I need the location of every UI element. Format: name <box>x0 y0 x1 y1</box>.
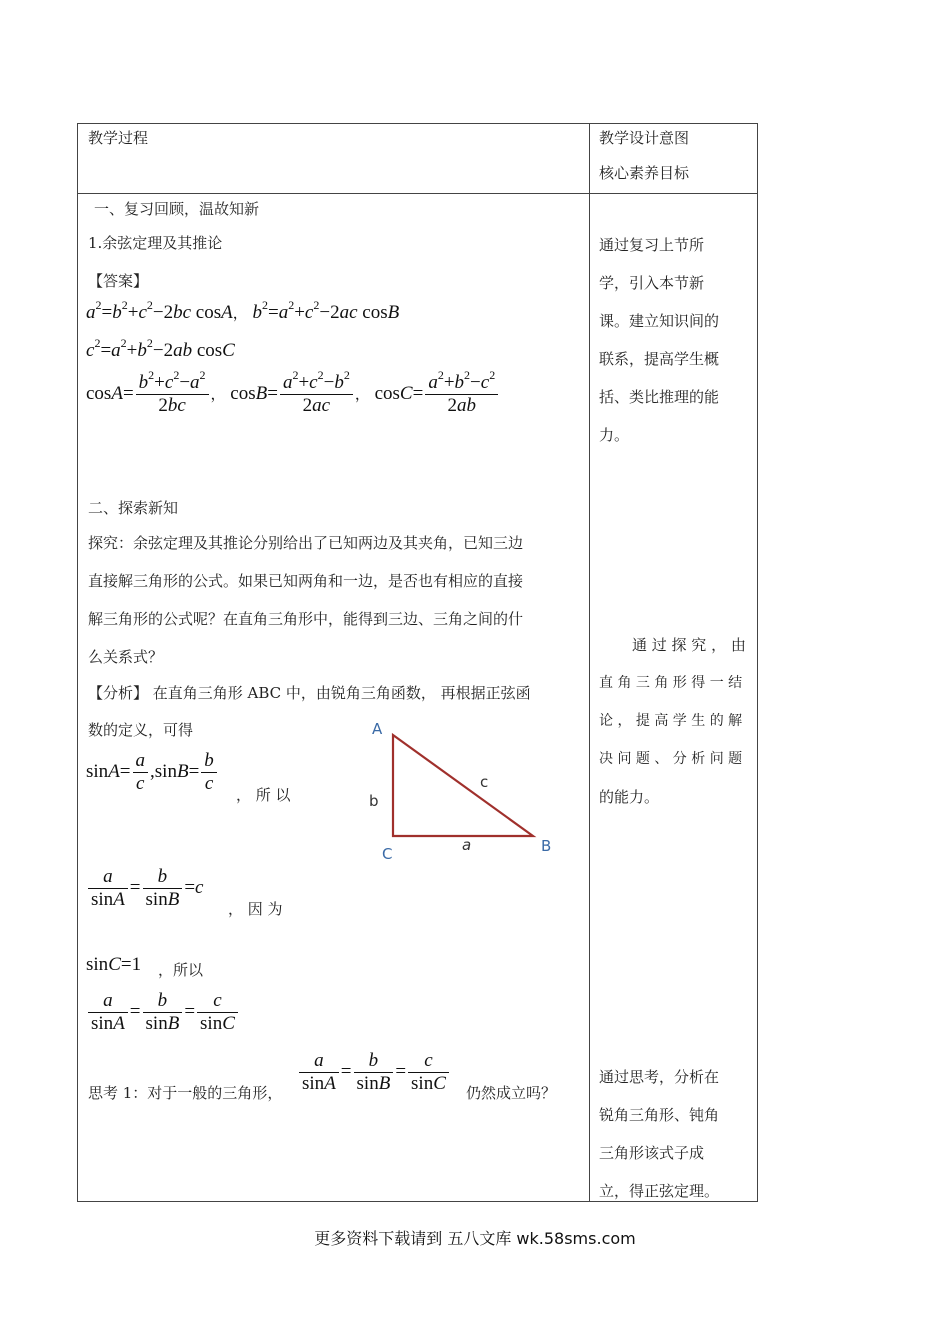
law-of-cosines-a-b: $a^2=b^2+c^2-2bc$ cosA， $b^2=a^2+c^2-2ac$ cosB <box>86 298 400 323</box>
text-yinwei-spaced: ， 因 为 <box>228 900 283 918</box>
sine-ratios-formula: sinA= $\frac{a}{c}$ ,sinB= $\frac{b}{c}$ <box>86 750 219 795</box>
note3-line-4: 立，得正弦定理。 <box>599 1182 720 1200</box>
analysis-line-2: 数的定义，可得 <box>88 721 194 739</box>
explore-line-4: 么关系式？ <box>88 648 164 666</box>
think1-suffix: 仍然成立吗？ <box>466 1084 557 1102</box>
note3-line-1: 通过思考，分析在 <box>599 1068 720 1086</box>
header-core-literacy: 核心素养目标 <box>599 164 690 182</box>
ratio-equals-c: $\frac{a}{\sin A}$ = $\frac{b}{\sin B}$ =c <box>86 866 203 911</box>
explore-line-2: 直接解三角形的公式。如果已知两角和一边，是否也有相应的直接 <box>88 572 524 590</box>
law-of-sines-right-triangle: $\frac{a}{\sin A}$ = $\frac{b}{\sin B}$ = $\frac{c}{\sin C}$ <box>86 990 240 1035</box>
cosine-corollaries: cosA= $\frac{b^2+c^2-a^2}{2bc}$ ， cosB= $\frac{a^2+c^2-b^2}{2ac}$ ， cosC= $\frac{a^2+b^2-c^2}{2ab}$ <box>86 372 500 417</box>
header-design-intent: 教学设计意图 <box>599 129 690 147</box>
vertex-b-label: B <box>541 837 552 855</box>
footer-link-text[interactable]: 更多资料下载请到 五八文库 wk.58sms.com <box>314 1229 636 1248</box>
table-left-border <box>77 123 78 1202</box>
section2-title: 二、探索新知 <box>88 499 179 517</box>
header-teaching-process: 教学过程 <box>88 129 149 147</box>
think1-prefix: 思考 1：对于一般的三角形， <box>88 1084 283 1102</box>
side-a-label: a <box>462 836 472 854</box>
triangle-shape <box>393 735 533 836</box>
text-suoyi: ，所以 <box>158 961 204 979</box>
table-right-border <box>757 123 758 1202</box>
table-top-border <box>77 123 758 124</box>
vertex-a-label: A <box>372 720 383 738</box>
answer-label: 【答案】 <box>88 272 149 290</box>
law-of-cosines-c: $c^2=a^2+b^2-2ab$ cosC <box>86 336 235 361</box>
note3-line-2: 锐角三角形、钝角 <box>599 1106 720 1124</box>
note2-line-2: 直 角 三 角 形 得 一 结 <box>599 675 743 691</box>
note3-line-3: 三角形该式子成 <box>599 1144 705 1162</box>
section1-title: 一、复习回顾，温故知新 <box>94 200 260 218</box>
explore-line-1: 探究：余弦定理及其推论分别给出了已知两边及其夹角，已知三边 <box>88 534 524 552</box>
note1-line-2: 学，引入本节新 <box>599 274 705 292</box>
note2-line-5: 的能力。 <box>599 788 660 806</box>
note1-line-3: 课。建立知识间的 <box>599 312 720 330</box>
table-header-divider <box>77 193 758 194</box>
note2-line-1: 通 过 探 究 ， 由 <box>632 636 746 654</box>
law-of-sines-general: $\frac{a}{\sin A}$ = $\frac{b}{\sin B}$ = $\frac{c}{\sin C}$ <box>297 1050 451 1095</box>
vertex-c-label: C <box>382 845 393 863</box>
table-column-divider <box>589 123 590 1202</box>
section1-subtitle: 1.余弦定理及其推论 <box>88 234 223 252</box>
side-b-label: b <box>369 792 379 810</box>
side-c-label: c <box>480 773 489 791</box>
analysis-line-1: 【分析】 在直角三角形 ABC 中，由锐角三角函数， 再根据正弦函 <box>88 684 531 702</box>
note2-line-4: 决 问 题 、 分 析 问 题 <box>599 751 743 767</box>
note1-line-5: 括、类比推理的能 <box>599 388 720 406</box>
note1-line-6: 力。 <box>599 426 630 444</box>
text-suoyi-spaced: ， 所 以 <box>236 786 291 804</box>
note2-line-3: 论 ， 提 高 学 生 的 解 <box>599 713 743 729</box>
note1-line-4: 联系，提高学生概 <box>599 350 720 368</box>
note1-line-1: 通过复习上节所 <box>599 236 705 254</box>
explore-line-3: 解三角形的公式呢？在直角三角形中，能得到三边、三角之间的什 <box>88 610 524 628</box>
sin-c-equals-one: sinC=1 <box>86 954 142 975</box>
